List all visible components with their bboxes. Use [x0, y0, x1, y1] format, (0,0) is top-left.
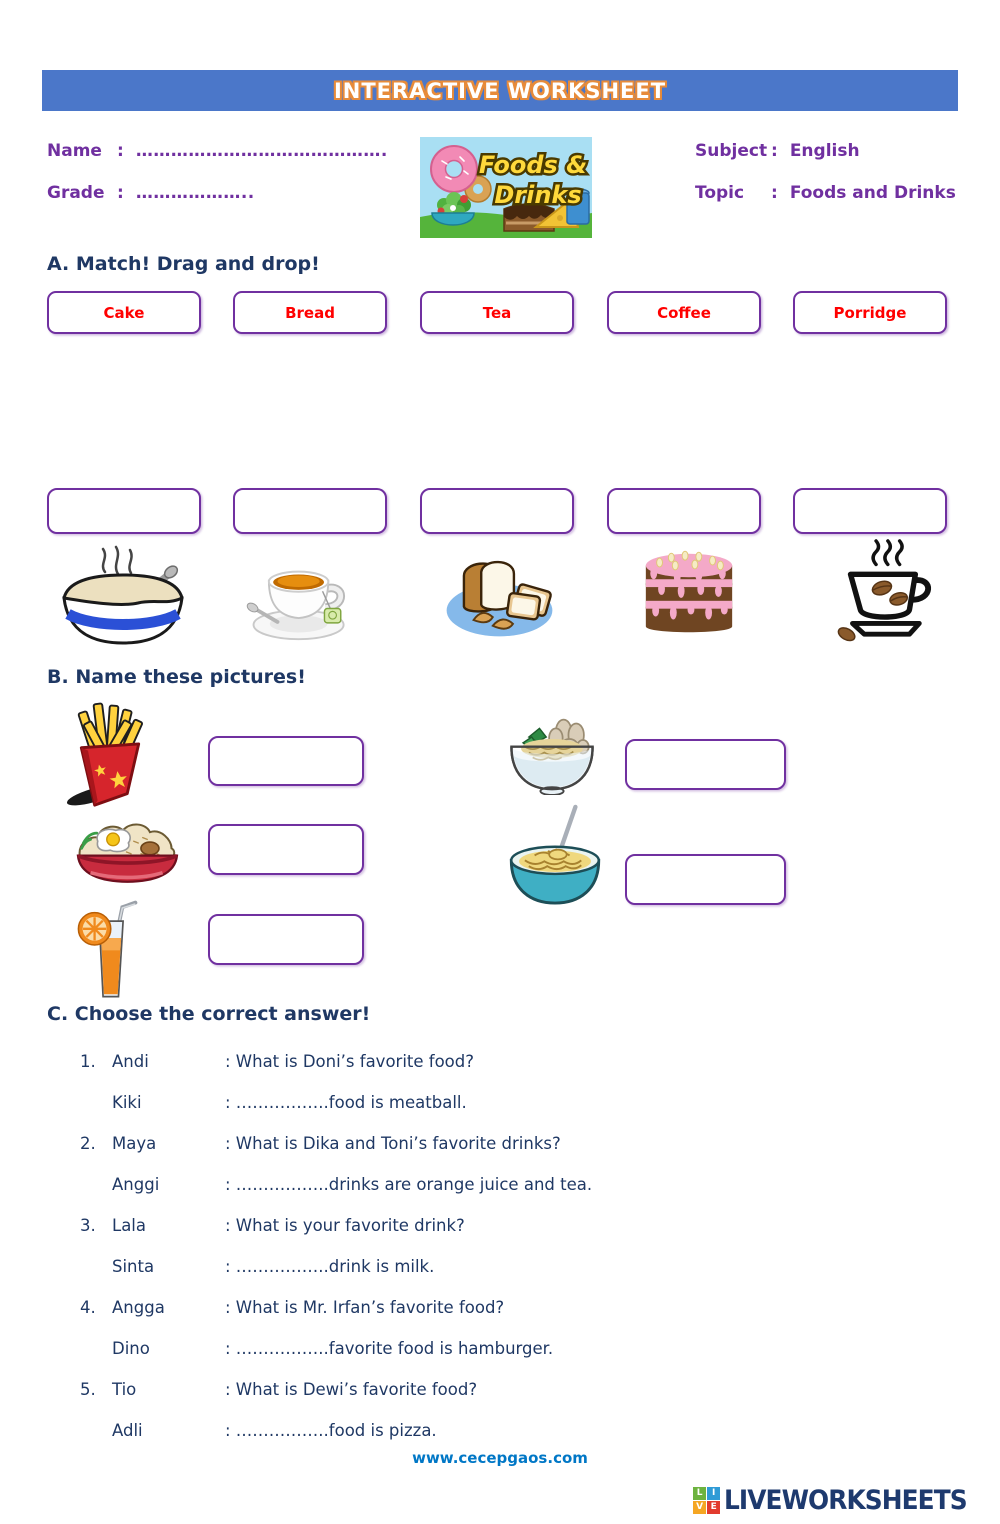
question-5-line-1 [80, 1380, 960, 1399]
speaker-name: Dino [112, 1339, 150, 1358]
speaker-name: Andi [112, 1052, 149, 1071]
question-number: 2. [80, 1134, 96, 1153]
banner-title: INTERACTIVE WORKSHEET [333, 78, 667, 103]
question-1-line-1 [80, 1052, 960, 1071]
grade-colon: : [117, 183, 124, 203]
drop-box-porridge[interactable] [47, 488, 201, 534]
answer-box-noodles[interactable] [625, 854, 786, 905]
question-number: 3. [80, 1216, 96, 1235]
question-number: 4. [80, 1298, 96, 1317]
liveworksheets-brand[interactable] [693, 1485, 988, 1516]
tea-cup-icon [243, 548, 358, 646]
question-number: 5. [80, 1380, 96, 1399]
cake-image [630, 540, 748, 643]
question-number [80, 1421, 112, 1440]
question-2-line-2 [80, 1175, 960, 1194]
section-a-title: A. Match! Drag and drop! [47, 253, 320, 275]
question-number [80, 1339, 112, 1358]
fried-rice-image [66, 816, 188, 888]
question-3-line-2 [80, 1257, 960, 1276]
porridge-bowl-image [48, 542, 198, 647]
dialog-text: : What is Mr. Irfan’s favorite food? [225, 1298, 505, 1317]
logo-letter-i: I [707, 1487, 720, 1500]
bread-image [437, 545, 562, 645]
logo-letter-v: V [693, 1501, 706, 1514]
banner [42, 70, 958, 111]
dialog-text-blank[interactable]: : ……………..food is pizza. [225, 1421, 437, 1440]
subject-row [695, 141, 860, 161]
website-link[interactable]: www.cecepgaos.com [412, 1449, 588, 1467]
coffee-cup-image [822, 537, 937, 645]
speaker-name: Lala [112, 1216, 146, 1235]
answer-box-french-fries[interactable] [208, 736, 364, 786]
subject-colon: : [771, 141, 778, 161]
speaker-name: Angga [112, 1298, 165, 1317]
question-5-line-2 [80, 1421, 960, 1440]
orange-juice-image [64, 898, 156, 1002]
tea-cup-image [243, 548, 358, 646]
grade-blank[interactable]: ……………….. [135, 183, 255, 203]
drop-box-cake[interactable] [607, 488, 761, 534]
dialog-text: : What is your favorite drink? [225, 1216, 465, 1235]
topic-value: Foods and Drinks [789, 183, 956, 203]
foods-drinks-cover-illustration [420, 137, 592, 238]
word-chip-porridge[interactable]: Porridge [793, 291, 947, 334]
word-chip-coffee[interactable]: Coffee [607, 291, 761, 334]
section-b-title: B. Name these pictures! [47, 666, 306, 688]
french-fries-icon [60, 698, 160, 808]
answer-box-meatball-soup[interactable] [625, 739, 786, 790]
topic-row [695, 183, 956, 203]
speaker-name: Kiki [112, 1093, 142, 1112]
section-c-title: C. Choose the correct answer! [47, 1003, 371, 1025]
subject-label: Subject [695, 141, 768, 161]
word-chip-tea[interactable]: Tea [420, 291, 574, 334]
speaker-name: Tio [112, 1380, 137, 1399]
noodles-icon [498, 804, 613, 906]
dialog-text: : What is Dika and Toni’s favorite drinks? [225, 1134, 561, 1153]
cover-title-line2: Drinks [494, 181, 582, 209]
liveworksheets-logo-icon [693, 1487, 720, 1514]
name-blank[interactable]: ……………………………………. [135, 141, 388, 161]
meatball-soup-image [500, 710, 605, 795]
dialog-text: : What is Doni’s favorite food? [225, 1052, 474, 1071]
drop-box-tea[interactable] [233, 488, 387, 534]
coffee-cup-icon [822, 537, 937, 645]
porridge-bowl-icon [48, 542, 198, 647]
french-fries-image [60, 698, 160, 808]
word-chip-cake[interactable]: Cake [47, 291, 201, 334]
cake-icon [630, 540, 748, 643]
bread-icon [437, 545, 562, 645]
question-3-line-1 [80, 1216, 960, 1235]
question-number [80, 1257, 112, 1276]
word-chip-bread[interactable]: Bread [233, 291, 387, 334]
answer-box-orange-juice[interactable] [208, 914, 364, 965]
speaker-name: Maya [112, 1134, 157, 1153]
meatball-soup-icon [500, 710, 605, 795]
orange-juice-icon [64, 898, 156, 1002]
subject-value: English [789, 141, 860, 161]
drop-box-bread[interactable] [420, 488, 574, 534]
speaker-name: Sinta [112, 1257, 155, 1276]
dialog-text-blank[interactable]: : ……………..food is meatball. [225, 1093, 467, 1112]
question-4-line-2 [80, 1339, 960, 1358]
logo-letter-e: E [707, 1501, 720, 1514]
topic-label: Topic [695, 183, 745, 203]
dialog-text-blank[interactable]: : ……………..drinks are orange juice and tea. [225, 1175, 593, 1194]
speaker-name: Adli [112, 1421, 143, 1440]
grade-row [47, 183, 255, 203]
drop-box-coffee[interactable] [793, 488, 947, 534]
dialog-text: : What is Dewi’s favorite food? [225, 1380, 478, 1399]
question-4-line-1 [80, 1298, 960, 1317]
question-number [80, 1175, 112, 1194]
question-number: 1. [80, 1052, 96, 1071]
question-number [80, 1093, 112, 1112]
dialog-text-blank[interactable]: : ……………..drink is milk. [225, 1257, 435, 1276]
question-1-line-2 [80, 1093, 960, 1112]
grade-label: Grade [47, 183, 105, 203]
speaker-name: Anggi [112, 1175, 160, 1194]
dialog-text-blank[interactable]: : ……………..favorite food is hamburger. [225, 1339, 554, 1358]
answer-box-fried-rice[interactable] [208, 824, 364, 875]
question-2-line-1 [80, 1134, 960, 1153]
name-label: Name [47, 141, 102, 161]
cover-title-line1: Foods & [478, 151, 588, 179]
foods-drinks-cover-image [420, 137, 592, 238]
fried-rice-icon [66, 816, 188, 888]
brand-wordmark: LIVEWORKSHEETS [724, 1485, 967, 1516]
logo-letter-l: L [693, 1487, 706, 1500]
name-row [47, 141, 388, 161]
noodles-image [498, 804, 613, 906]
name-colon: : [117, 141, 124, 161]
topic-colon: : [771, 183, 778, 203]
